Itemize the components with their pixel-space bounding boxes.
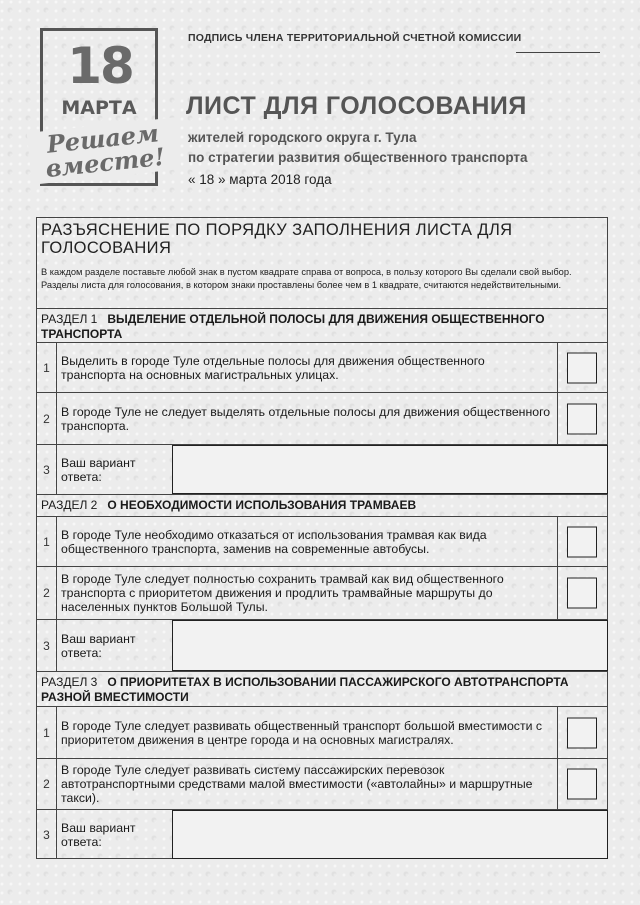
section-2-header <box>37 494 607 516</box>
option-text: В городе Туле следует полностью сохранить трамвай как вид общественного транспорта с приоритетом движения и продлить трамвайные маршруты до населенных пунктов Большой Тулы. <box>61 572 504 614</box>
vote-checkbox[interactable] <box>567 717 597 748</box>
section-3-header <box>37 671 607 706</box>
section-3-option-1 <box>37 706 607 758</box>
option-text: В городе Туле не следует выделять отдельные полосы для движения общественного транспорта. <box>61 404 551 433</box>
variant-answer-field[interactable] <box>172 810 608 859</box>
option-number: 2 <box>37 759 57 809</box>
option-number: 3 <box>37 445 57 494</box>
vote-checkbox[interactable] <box>567 578 597 609</box>
logo-month: МАРТА <box>61 97 137 119</box>
vote-checkbox[interactable] <box>567 769 597 800</box>
option-number: 1 <box>37 707 57 758</box>
option-number: 1 <box>37 343 57 392</box>
explanation-title: РАЗЪЯСНЕНИЕ ПО ПОРЯДКУ ЗАПОЛНЕНИЯ ЛИСТА ДЛЯ ГОЛОСОВАНИЯ <box>41 221 513 257</box>
section-1-option-2 <box>37 392 607 444</box>
page-title: ЛИСТ ДЛЯ ГОЛОСОВАНИЯ <box>186 92 527 120</box>
logo <box>40 28 167 186</box>
logo-slogan: Решаем вместе! <box>27 117 182 184</box>
subtitle-strategy: по стратегии развития общественного транспорта <box>188 150 528 165</box>
vote-checkbox[interactable] <box>567 403 597 434</box>
vote-checkbox[interactable] <box>567 526 597 557</box>
variant-label: Ваш вариант ответа: <box>61 631 136 660</box>
subtitle-residents: жителей городского округа г. Тула <box>188 130 417 145</box>
option-number: 1 <box>37 517 57 566</box>
option-number: 2 <box>37 393 57 444</box>
option-number: 2 <box>37 567 57 619</box>
option-text: В городе Туле следует развивать систему пассажирских перевозок автотранспортными средствами малой вместимости («автолайны» и маршрутные такси). <box>61 763 533 805</box>
variant-answer-field[interactable] <box>172 620 608 671</box>
option-number: 3 <box>37 620 57 671</box>
variant-label: Ваш вариант ответа: <box>61 455 136 484</box>
option-text: В городе Туле следует развивать общественный транспорт большой вместимости с приоритетом движения в центре города и на основных магистралях. <box>61 718 543 747</box>
section-3-option-2 <box>37 758 607 809</box>
section-3-variant <box>37 809 607 859</box>
vote-date: « 18 » марта 2018 года <box>188 172 332 187</box>
ballot-form <box>36 217 608 859</box>
option-text: В городе Туле необходимо отказаться от использования трамвая как вида общественного транспорта, заменив на современные автобусы. <box>61 527 487 556</box>
section-label: РАЗДЕЛ 2 <box>41 498 98 512</box>
section-label: РАЗДЕЛ 3 <box>41 675 98 689</box>
option-number: 3 <box>37 810 57 859</box>
signature-line <box>516 52 600 53</box>
variant-answer-field[interactable] <box>172 445 608 494</box>
section-2-option-1 <box>37 516 607 566</box>
section-title: О НЕОБХОДИМОСТИ ИСПОЛЬЗОВАНИЯ ТРАМВАЕВ <box>107 498 417 512</box>
section-2-variant <box>37 619 607 671</box>
section-2-option-2 <box>37 566 607 619</box>
section-1-variant <box>37 444 607 494</box>
section-title: ВЫДЕЛЕНИЕ ОТДЕЛЬНОЙ ПОЛОСЫ ДЛЯ ДВИЖЕНИЯ ОБЩЕСТВЕННОГО ТРАНСПОРТА <box>41 312 545 341</box>
logo-number: 18 <box>67 37 133 95</box>
variant-label: Ваш вариант ответа: <box>61 820 136 849</box>
vote-checkbox[interactable] <box>567 352 597 383</box>
section-1-header <box>37 308 607 342</box>
section-1-option-1 <box>37 342 607 392</box>
explanation-text: В каждом разделе поставьте любой знак в пустом квадрате справа от вопроса, в пользу которого Вы сделали свой выбор. Разделы листа для голосования, в котором знаки проставлены более чем в 1 квадрате, считаются недействительными. <box>41 267 572 290</box>
section-label: РАЗДЕЛ 1 <box>41 312 98 326</box>
section-title: О ПРИОРИТЕТАХ В ИСПОЛЬЗОВАНИИ ПАССАЖИРСКОГО АВТОТРАНСПОРТА РАЗНОЙ ВМЕСТИМОСТИ <box>41 675 569 704</box>
option-text: Выделить в городе Туле отдельные полосы для движения общественного транспорта на основных магистральных улицах. <box>61 353 485 382</box>
signature-label: ПОДПИСЬ ЧЛЕНА ТЕРРИТОРИАЛЬНОЙ СЧЕТНОЙ КОМИССИИ <box>188 32 522 44</box>
